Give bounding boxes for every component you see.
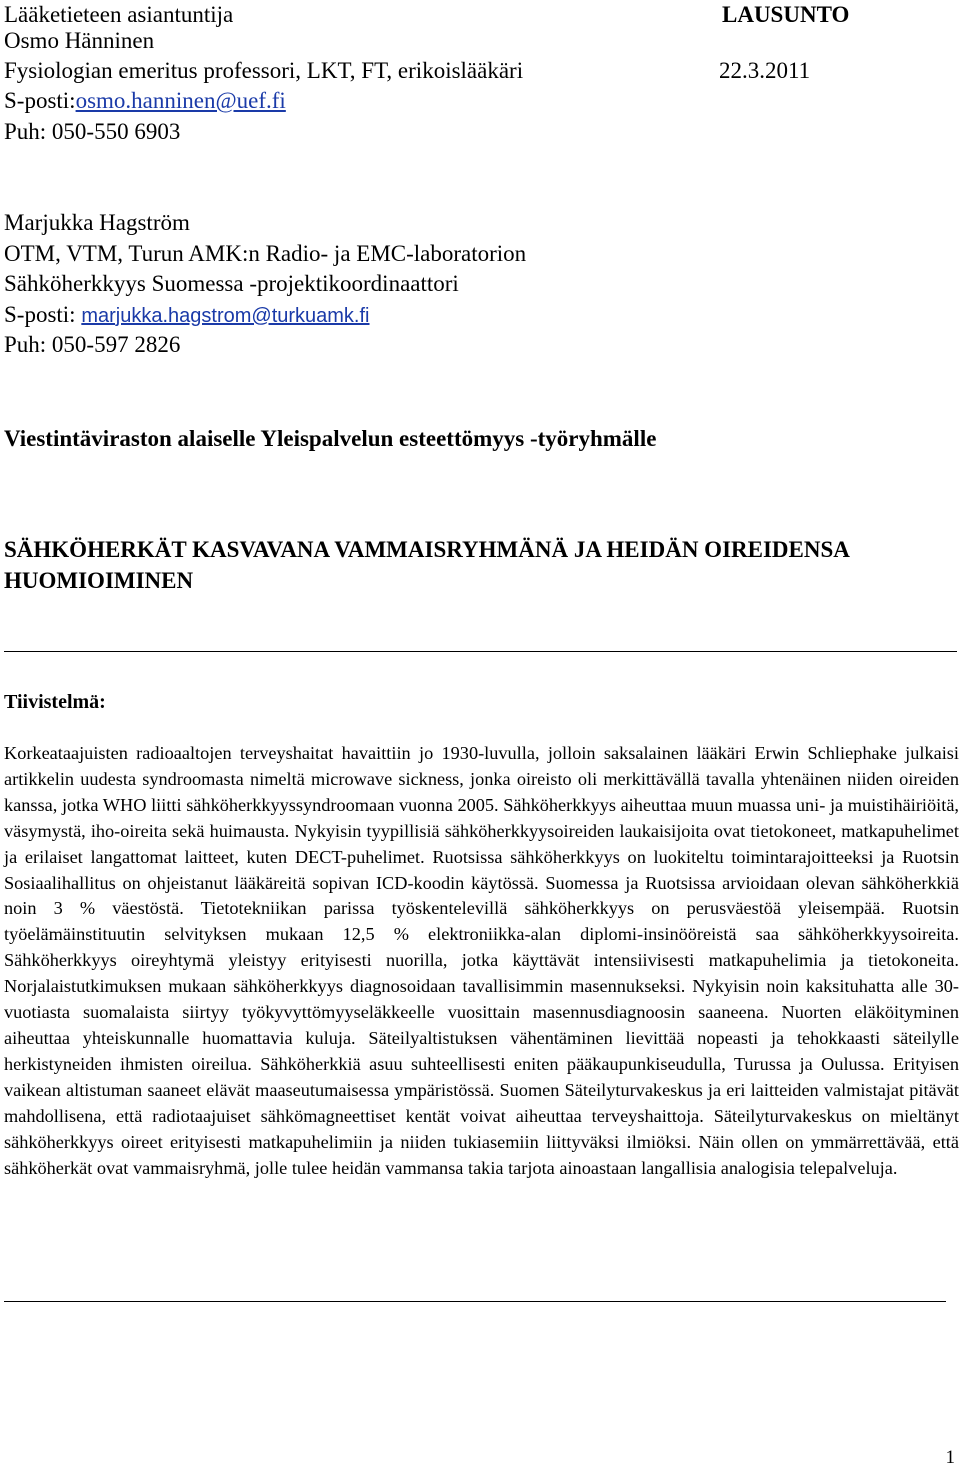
document-type: LAUSUNTO bbox=[722, 2, 850, 27]
author1-name: Osmo Hänninen bbox=[4, 28, 155, 53]
author1-email-label: S-posti: bbox=[4, 88, 76, 113]
author1-email-link[interactable]: osmo.hanninen@uef.fi bbox=[75, 88, 286, 113]
page-number: 1 bbox=[945, 1447, 955, 1468]
author1-phone: Puh: 050-550 6903 bbox=[4, 119, 181, 144]
author1-title: Fysiologian emeritus professori, LKT, FT, erikoislääkäri bbox=[4, 58, 524, 83]
author1-email-line bbox=[4, 86, 286, 116]
title-divider bbox=[4, 651, 957, 652]
summary-heading: Tiivistelmä: bbox=[4, 691, 106, 713]
author2-email-link[interactable]: marjukka.hagstrom@turkuamk.fi bbox=[81, 305, 370, 327]
expert-role: Lääketieteen asiantuntija bbox=[4, 2, 234, 27]
author2-email-line bbox=[4, 300, 370, 331]
summary-paragraph: Korkeataajuisten radioaaltojen terveyshaitat havaittiin jo 1930-luvulla, jolloin saksalainen lääkäri Erwin Schliephake julkaisi artikkelin uudesta syndroomasta nimeltä microwave sickness, jonka oireisto oli merkittävällä tavalla yhtenäinen niiden oireiden kanssa, jotka WHO liitti sähköherkkyyssyndroomaan vuonna 2005. Sähköherkkyys aiheuttaa muun muassa uni- ja muistihäiriöitä, väsymystä, iho-oireita sekä huimausta. Nykyisin tyypillisiä sähköherkkyysoireiden laukaisijoita ovat tietokoneet, matkapuhelimet ja erilaiset langattomat laitteet, kuten DECT-puhelimet. Ruotsissa sähköherkkyys on luokiteltu toimintarajoitteeksi ja Ruotsin Sosiaalihallitus on ohjeistanut lääkäreitä sopivan ICD-koodin käytössä. Suomessa ja Ruotsissa arvioidaan olevan sähköherkkiä noin 3 % väestöstä. Tietotekniikan parissa työskentelevillä sähköherkkyys on perusväestöä yleisempää. Ruotsin työelämäinstituutin selvityksen mukaan 12,5 % elektroniikka-alan diplomi-insinööreistä saa sähköherkkyysoireita. Sähköherkkyys oireyhtymä yleistyy erityisesti nuorilla, jotka käyttävät intensiivisesti matkapuhelimia ja tietokoneita. Norjalaistutkimuksen mukaan sähköherkkyys diagnosoidaan tavallisimmin masennukseksi. Nykyisin noin kaksituhatta alle 30-vuotiasta suomalaista siirtyy työkyvyttömyyseläkkeelle vuosittain masennusdiagnoosin saaneena. Nuorten eläköityminen aiheuttaa yhteiskunnalle huomattavia kuluja. Säteilyaltistuksen vähentäminen lievittää nopeasti ja tehokkaasti säteilylle herkistyneiden ihmisten oireilua. Sähköherkkiä asuu suhteellisesti eniten pääkaupunkiseudulla, Turussa ja Oulussa. Erityisen vaikean altistuman saaneet elävät maaseutumaisessa ympäristössä. Suomen Säteilyturvakeskus ja eri laitteiden valmistajat pitävät mahdollisena, että radiotaajuiset sähkömagneettiset kentät voivat aiheuttaa terveyshaittoja. Säteilyturvakeskus on mieltänyt sähköherkkyys oireet erityisesti matkapuhelimiin ja niiden tukiasemiin liittyväksi ilmiöksi. Näin ollen on ymmärrettävää, että sähköherkät ovat vammaisryhmä, jolle tulee heidän vammansa takia tarjota ainoastaan langallisia analogisia telepalveluja. bbox=[4, 743, 959, 1178]
subject-line: Viestintäviraston alaiselle Yleispalvelun esteettömyys -työryhmälle bbox=[4, 426, 657, 451]
author2-name: Marjukka Hagström bbox=[4, 210, 190, 235]
summary-divider bbox=[4, 1301, 946, 1302]
author2-title: OTM, VTM, Turun AMK:n Radio- ja EMC-laboratorion bbox=[4, 241, 527, 266]
document-date: 22.3.2011 bbox=[719, 58, 811, 83]
document-title: SÄHKÖHERKÄT KASVAVANA VAMMAISRYHMÄNÄ JA HEIDÄN OIREIDENSA HUOMIOIMINEN bbox=[4, 537, 849, 593]
author2-phone: Puh: 050-597 2826 bbox=[4, 332, 181, 357]
author2-role: Sähköherkkyys Suomessa -projektikoordinaattori bbox=[4, 271, 459, 296]
author2-email-label: S-posti: bbox=[4, 302, 76, 327]
